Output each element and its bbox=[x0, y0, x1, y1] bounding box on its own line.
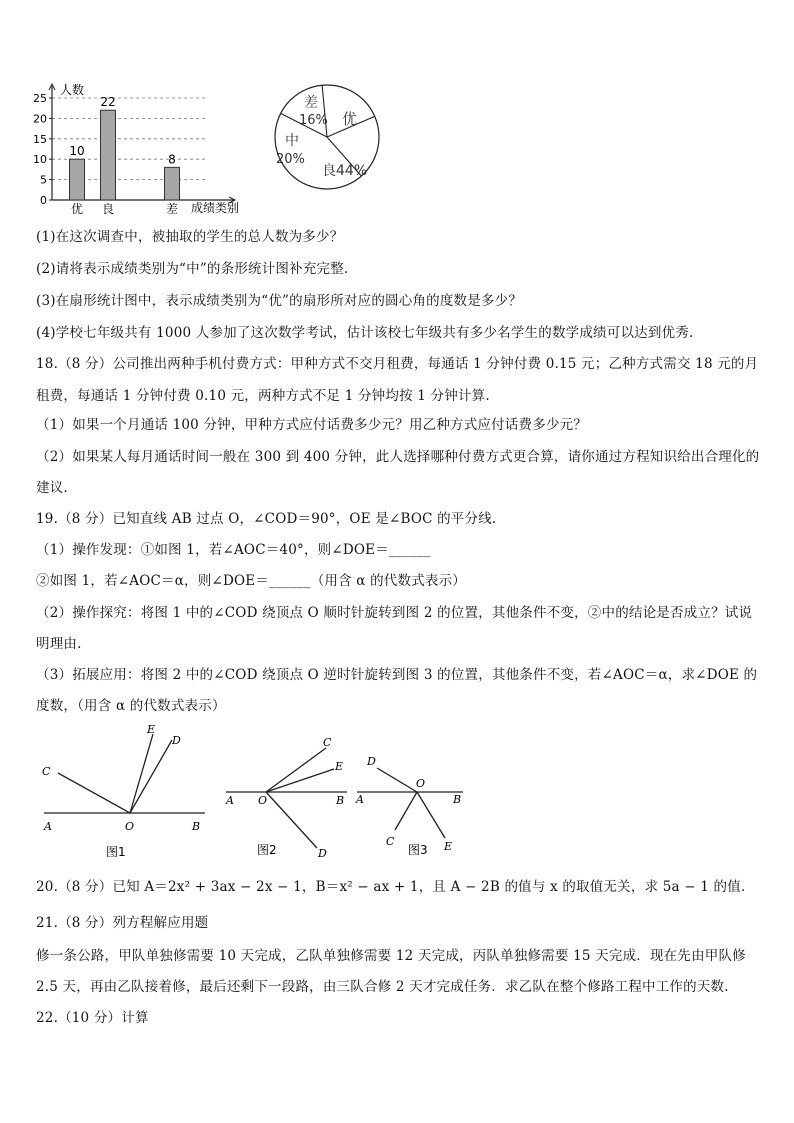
figure-3 bbox=[353, 748, 468, 863]
q19-line2: （1）操作发现：①如图 1，若∠AOC＝40°，则∠DOE＝______ bbox=[36, 542, 431, 558]
fig3-point-b: B bbox=[453, 793, 462, 806]
bar-xtick-label: 优 bbox=[70, 202, 84, 216]
q19-line4: （2）操作探究：将图 1 中的∠COD 绕顶点 O 顺时针旋转到图 2 的位置，其他条件不变，②中的结论是否成立？试说 bbox=[36, 605, 753, 621]
bar-ytick-label: 15 bbox=[33, 132, 47, 146]
bar-chart-ylabel: 人数 bbox=[60, 83, 85, 97]
q18-line2: 租费，每通话 1 分钟付费 0.10 元，两种方式不足 1 分钟均按 1 分钟计算. bbox=[36, 388, 490, 404]
q18-line1: 18.（8 分）公司推出两种手机付费方式：甲种方式不交月租费，每通话 1 分钟付费 0.15 元；乙种方式需交 18 元的月 bbox=[36, 356, 759, 372]
fig2-point-e: E bbox=[335, 760, 344, 773]
bar-优 bbox=[70, 159, 85, 200]
figure-2 bbox=[222, 730, 357, 865]
fig1-caption: 图1 bbox=[106, 845, 126, 859]
bar-差 bbox=[165, 167, 180, 200]
q21-line3: 2.5 天，再由乙队接着修，最后还剩下一段路，由三队合修 2 天才完成任务．求乙队在整个修路工程中工作的天数. bbox=[36, 979, 729, 995]
bar-value-label: 8 bbox=[168, 152, 176, 167]
bar-value-label: 10 bbox=[69, 144, 85, 159]
q19-line3: ②如图 1，若∠AOC＝α，则∠DOE＝______（用含 α 的代数式表示） bbox=[36, 573, 467, 589]
bar-ytick-label: 10 bbox=[33, 153, 47, 167]
bar-xtick-label: 良 bbox=[101, 202, 115, 216]
fig2-point-d: D bbox=[318, 847, 327, 860]
pie-chart bbox=[262, 82, 392, 194]
q20-line1: 20.（8 分）已知 A＝2x² + 3ax − 2x − 1，B＝x² − ax + 1，且 A − 2B 的值与 x 的取值无关，求 5a − 1 的值. bbox=[36, 879, 746, 895]
bar-chart-xlabel: 成绩类别 bbox=[191, 201, 240, 215]
pie-label-cha: 差 bbox=[304, 95, 318, 111]
bar-ytick-label: 0 bbox=[40, 194, 47, 207]
fig3-point-c: C bbox=[386, 835, 395, 848]
bar-value-label: 22 bbox=[100, 95, 116, 110]
fig1-point-d: D bbox=[172, 734, 181, 747]
fig3-point-o: O bbox=[416, 777, 426, 790]
q18-line3: （1）如果一个月通话 100 分钟，甲种方式应付话费多少元？用乙种方式应付话费多少元？ bbox=[36, 417, 588, 433]
q17-part3: (3)在扇形统计图中，表示成绩类别为“优”的扇形所对应的圆心角的度数是多少？ bbox=[36, 293, 523, 309]
fig2-point-a: A bbox=[226, 794, 234, 807]
fig3-point-d: D bbox=[367, 755, 376, 768]
fig1-point-b: B bbox=[192, 820, 201, 833]
bar-xtick-label: 差 bbox=[165, 202, 179, 216]
q21-line2: 修一条公路，甲队单独修需要 10 天完成，乙队单独修需要 12 天完成，丙队单独修需要 15 天完成．现在先由甲队修 bbox=[36, 948, 746, 964]
pie-label-zhong: 中 bbox=[285, 133, 299, 149]
bar-ytick-label: 5 bbox=[40, 173, 47, 187]
fig3-point-a: A bbox=[356, 793, 364, 806]
figure-1 bbox=[40, 718, 220, 868]
bar-良 bbox=[101, 110, 116, 200]
pie-label-liang: 良44% bbox=[322, 163, 368, 179]
fig2-point-c: C bbox=[323, 736, 332, 749]
q19-line7: 度数，（用含 α 的代数式表示） bbox=[36, 698, 226, 714]
fig2-caption: 图2 bbox=[257, 843, 277, 857]
fig2-point-b: B bbox=[336, 794, 345, 807]
q19-line1: 19.（8 分）已知直线 AB 过点 O，∠COD＝90°，OE 是∠BOC 的平分线. bbox=[36, 511, 497, 527]
pie-label-you: 优 bbox=[342, 110, 358, 128]
fig1-point-o: O bbox=[125, 820, 135, 833]
q19-line5: 明理由. bbox=[36, 636, 82, 652]
fig3-caption: 图3 bbox=[408, 843, 428, 857]
bar-chart bbox=[30, 80, 250, 220]
fig3-point-e: E bbox=[444, 840, 453, 853]
fig1-point-c: C bbox=[42, 765, 51, 778]
fig1-point-e: E bbox=[147, 723, 156, 736]
bar-ytick-label: 25 bbox=[33, 92, 47, 105]
pie-pct-cha: 16% bbox=[299, 113, 328, 128]
q17-part2: (2)请将表示成绩类别为“中”的条形统计图补充完整. bbox=[36, 261, 349, 277]
q17-part1: (1)在这次调查中，被抽取的学生的总人数为多少？ bbox=[36, 229, 344, 245]
q17-part4: (4)学校七年级共有 1000 人参加了这次数学考试，估计该校七年级共有多少名学生的数学成绩可以达到优秀. bbox=[36, 325, 694, 341]
q19-line6: （3）拓展应用：将图 2 中的∠COD 绕顶点 O 逆时针旋转到图 3 的位置，其他条件不变，若∠AOC＝α，求∠DOE 的 bbox=[36, 667, 758, 683]
fig2-point-o: O bbox=[258, 794, 268, 807]
q21-line1: 21.（8 分）列方程解应用题 bbox=[36, 915, 209, 931]
q18-line4: （2）如果某人每月通话时间一般在 300 到 400 分钟，此人选择哪种付费方式更合算，请你通过方程知识给出合理化的 bbox=[36, 449, 760, 465]
q22-line1: 22.（10 分）计算 bbox=[36, 1010, 149, 1026]
pie-pct-zhong: 20% bbox=[276, 152, 305, 167]
bar-chart-marks bbox=[69, 95, 179, 200]
bar-ytick-label: 20 bbox=[33, 112, 47, 126]
q18-line5: 建议. bbox=[36, 480, 68, 496]
fig1-point-a: A bbox=[44, 820, 52, 833]
